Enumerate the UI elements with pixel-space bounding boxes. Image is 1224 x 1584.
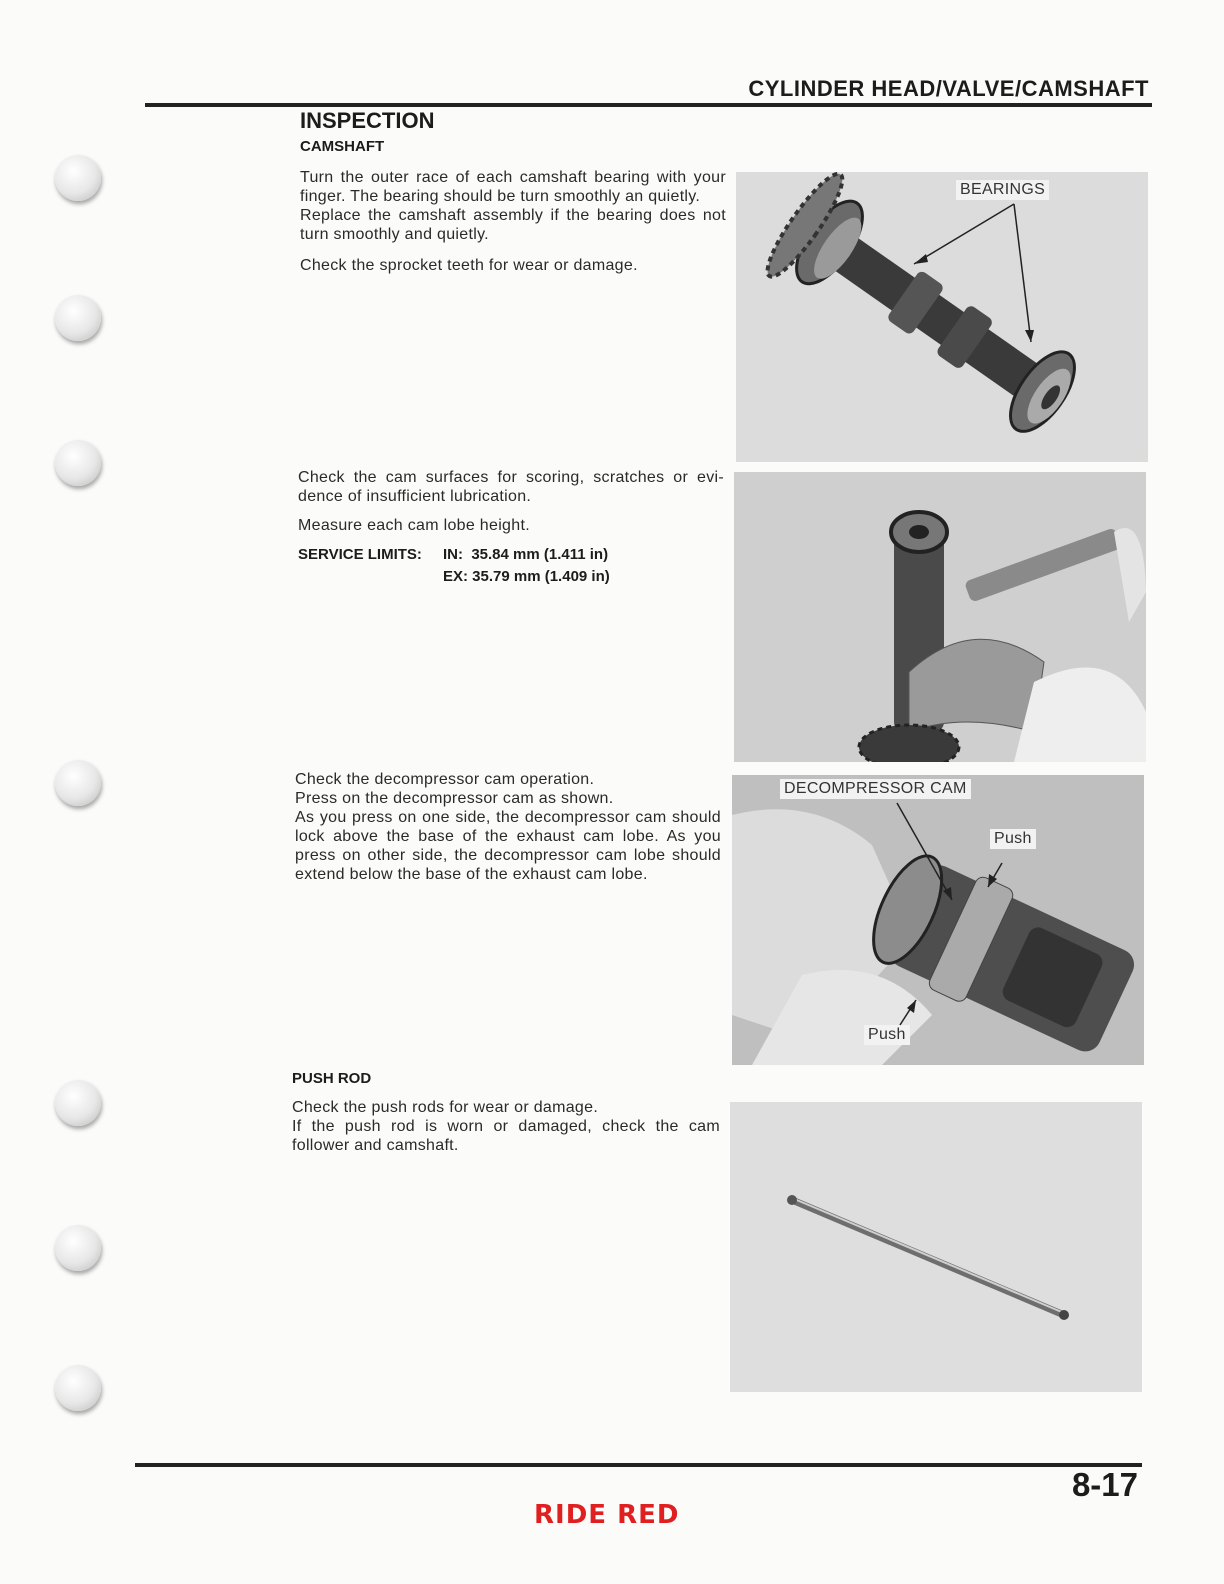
cam-surface-text bbox=[298, 468, 724, 535]
cam-lobe-measure-photo bbox=[734, 472, 1146, 762]
camshaft-subheading: CAMSHAFT bbox=[300, 138, 385, 155]
decompressor-para: As you press on one side, the decompressor cam should lock above the base of the exhaust cam lobe. As you press on other side, the decompressor cam lobe should extend below the base of the exhaust cam lobe. bbox=[295, 809, 721, 883]
footer-rule bbox=[135, 1463, 1142, 1467]
binder-hole-6 bbox=[55, 1225, 101, 1271]
decompressor-line-1: Check the decompressor cam operation. bbox=[295, 771, 595, 788]
service-limit-ex: EX: 35.79 mm (1.409 in) bbox=[443, 568, 610, 585]
camshaft-text-1 bbox=[300, 168, 726, 275]
push-rod-para-2: If the push rod is worn or damaged, check the cam follower and camshaft. bbox=[292, 1118, 720, 1154]
binder-hole-5 bbox=[55, 1080, 101, 1126]
binder-hole-3 bbox=[55, 440, 101, 486]
service-limit-in: IN: 35.84 mm (1.411 in) bbox=[443, 546, 609, 563]
ride-red-watermark: RIDE RED bbox=[534, 1500, 680, 1530]
decompressor-cam-label: DECOMPRESSOR CAM bbox=[780, 779, 971, 799]
camshaft-bearings-photo bbox=[736, 172, 1148, 462]
camshaft-para-1: Turn the outer race of each camshaft bearing with your finger. The bearing should be turn smoothly an quietly. bbox=[300, 169, 726, 205]
inspection-heading: INSPECTION bbox=[300, 108, 435, 133]
bearings-label: BEARINGS bbox=[956, 180, 1049, 200]
push-label-top: Push bbox=[990, 829, 1036, 849]
binder-hole-7 bbox=[55, 1365, 101, 1411]
section-title: CYLINDER HEAD/VALVE/CAMSHAFT bbox=[748, 76, 1149, 101]
cam-lobe-para: Measure each cam lobe height. bbox=[298, 517, 530, 534]
service-limits-label: SERVICE LIMITS: bbox=[298, 546, 422, 563]
push-rod-photo bbox=[730, 1102, 1142, 1392]
push-rod-text bbox=[292, 1098, 720, 1155]
decompressor-cam-photo bbox=[732, 775, 1144, 1065]
page-number: 8-17 bbox=[1071, 1466, 1138, 1503]
push-rod-subheading: PUSH ROD bbox=[292, 1070, 372, 1087]
push-label-bottom: Push bbox=[864, 1025, 910, 1045]
header-rule bbox=[145, 103, 1152, 107]
camshaft-para-3: Check the sprocket teeth for wear or damage. bbox=[300, 257, 638, 274]
binder-hole-1 bbox=[55, 155, 101, 201]
decompressor-text bbox=[295, 770, 721, 884]
binder-hole-4 bbox=[55, 760, 101, 806]
binder-hole-2 bbox=[55, 295, 101, 341]
push-rod-para-1: Check the push rods for wear or damage. bbox=[292, 1099, 599, 1116]
decompressor-line-2: Press on the decompressor cam as shown. bbox=[295, 790, 614, 807]
cam-surface-para: Check the cam surfaces for scoring, scratches or evi- dence of insufficient lubrication. bbox=[298, 469, 724, 505]
camshaft-para-2: Replace the camshaft assembly if the bearing does not turn smoothly and quietly. bbox=[300, 207, 726, 243]
